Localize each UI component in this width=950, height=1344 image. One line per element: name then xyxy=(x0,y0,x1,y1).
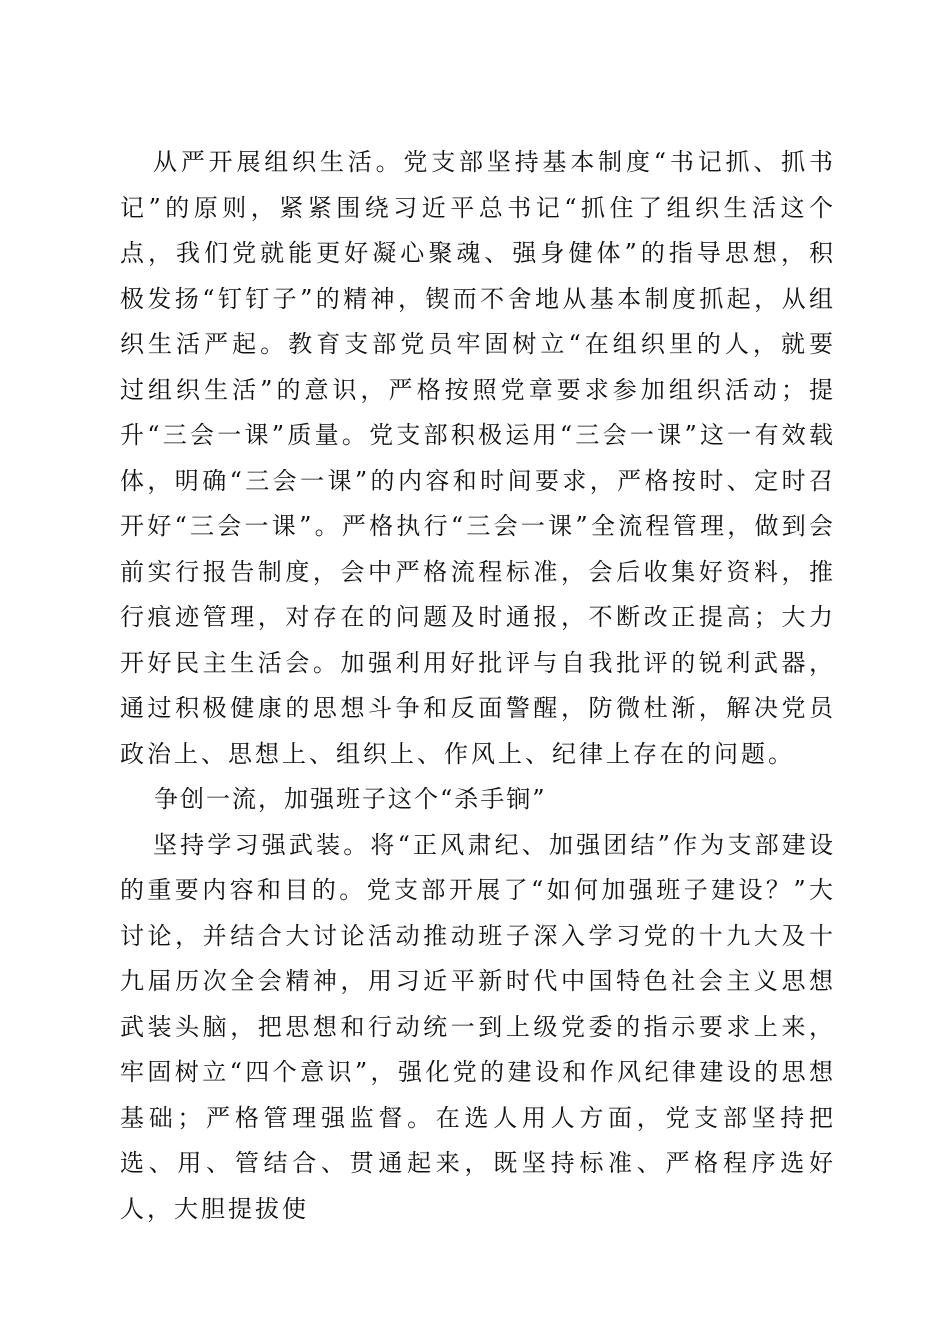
paragraph-organizational-life: 从严开展组织生活。党支部坚持基本制度“书记抓、抓书记”的原则，紧紧围绕习近平总书记“抓住了组织生活这个点，我们党就能更好凝心聚魂、强身健体”的指导思想，积极发扬“钉钉子”的精神，锲而不舍地从基本制度抓起，从组织生活严起。教育支部党员牢固树立“在组织里的人，就要过组织生活”的意识，严格按照党章要求参加组织活动；提升“三会一课”质量。党支部积极运用“三会一课”这一有效载体，明确“三会一课”的内容和时间要求，严格按时、定时召开好“三会一课”。严格执行“三会一课”全流程管理，做到会前实行报告制度，会中严格流程标准，会后收集好资料，推行痕迹管理，对存在的问题及时通报，不断改正提高；大力开好民主生活会。加强利用好批评与自我批评的锐利武器，通过积极健康的思想斗争和反面警醒，防微杜渐，解决党员政治上、思想上、组织上、作风上、纪律上存在的问题。 xyxy=(120,148,836,768)
document-body xyxy=(120,140,836,1232)
section-heading: 争创一流，加强班子这个“杀手锏” xyxy=(154,785,547,813)
paragraph-team-building: 坚持学习强武装。将“正风肃纪、加强团结”作为支部建设的重要内容和目的。党支部开展了“如何加强班子建设？”大讨论，并结合大讨论活动推动班子深入学习党的十九大及十九届历次全会精神，用习近平新时代中国特色社会主义思想武装头脑，把思想和行动统一到上级党委的指示要求上来，牢固树立“四个意识”，强化党的建设和作风纪律建设的思想基础；严格管理强监督。在选人用人方面，党支部坚持把选、用、管结合、贯通起来，既坚持标准、严格程序选好人，大胆提拔使 xyxy=(120,830,836,1223)
